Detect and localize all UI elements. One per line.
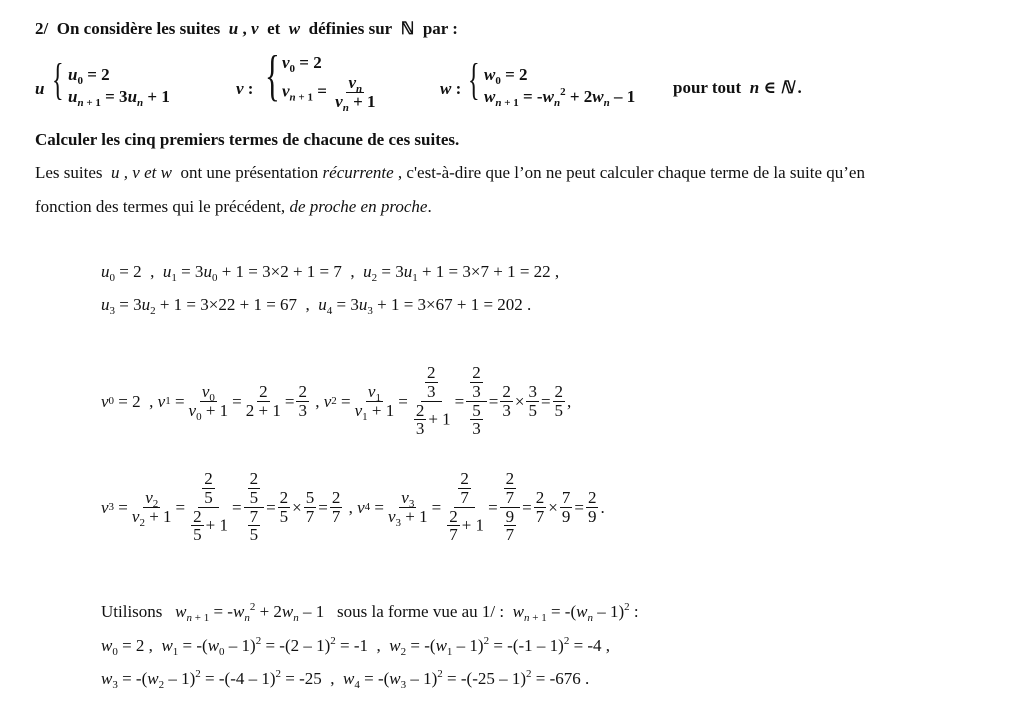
- u-def-recurrence: $u_{n + 1} = 3u_n + 1$: [68, 87, 170, 109]
- paragraph-line-1: Les suites u , v et w ont une présentation récurrente , c'est-à-dire que l’on ne peut calculer chaque terme de la suite qu’en: [35, 163, 865, 182]
- w-calc-line-2: $w_3 = -(w_2 - 1)^2 = -(-4 - 1)^2 = -25$ , $w_4 = -(w_3 - 1)^2 = -(-25 - 1)^2 = -676$ .: [101, 668, 590, 691]
- w-def-initial: $w_0 = 2$: [484, 65, 528, 87]
- w-calc-line-1: $w_0 = 2$ , $w_1 = -(w_0 - 1)^2 = -(2 - 1)^2 = -1$ , $w_2 = -(w_1 - 1)^2 = -(-1 - 1)^2 = -4$ ,: [101, 635, 611, 658]
- paragraph-line-2: fonction des termes qui le précédent, de proche en proche.: [35, 197, 432, 216]
- u-def-label: u: [35, 79, 45, 98]
- proche-term: de proche en proche: [289, 197, 428, 216]
- exercise-heading: 2/ On considère les suites u , v et w définies sur ℕ par :: [35, 19, 458, 38]
- recurrente-term: récurrente: [322, 163, 394, 182]
- u-def-brace: {: [52, 55, 64, 104]
- v-def-brace: {: [265, 45, 280, 107]
- w-def-recurrence: $w_{n + 1} = -w_n^2 + 2w_n - 1$: [484, 86, 636, 109]
- v-def-label: v :: [236, 79, 254, 98]
- u-calc-line-2: $u_3 = 3u_2 + 1 = 3\times 22 + 1 = 67$ , $u_4 = 3u_3 + 1 = 3\times 67 + 1 = 202$ .: [101, 295, 532, 317]
- question: Calculer les cinq premiers termes de chacune de ces suites.: [35, 130, 460, 149]
- u-calc-line-1: $u_0 = 2$ , $u_1 = 3u_0 + 1 = 3\times 2 + 1 = 7$ , $u_2 = 3u_1 + 1 = 3\times 7 + 1 = 22$ ,: [101, 262, 560, 284]
- w-def-brace: {: [468, 55, 480, 104]
- exercise-number: 2/: [35, 19, 49, 38]
- forall-clause: pour tout n ∈ ℕ .: [673, 78, 803, 97]
- v-def-recurrence: $v_{n + 1}$ = $\frac{v_n}{v_n + 1}$: [282, 73, 376, 114]
- u-def-initial: $u_0 = 2$: [68, 65, 110, 87]
- v-calc-line-2: v 3 = $\frac{v_2}{v_2 + 1}$ = $\frac{2}{5}$ $\frac{2}{5}$ + 1 = $\frac{\frac{2}{5}}{\frac{7}{5}}$ = $\frac{2}{5}$ × $\frac{5}{7}$ = $\frac{2}{7}$ , v 4 = $\frac{v_3}{v_3 + 1}$ = $\frac{2}{7}$ $\frac{2}{7}$ + 1 = $\frac{\frac{2}{7}}{\frac{9}{7}}$ = $\frac{2}{7}$ × $\frac{7}{9}$ = $\frac{2}{9}$ .: [101, 468, 605, 545]
- w-calc-intro: Utilisons $w_{n + 1} = -w_n^2 + 2w_n - 1$ sous la forme vue au 1/ : $w_{n + 1} = -(w_n - 1)^2$ :: [101, 601, 639, 624]
- v-def-initial: $v_0 = 2$: [282, 53, 322, 75]
- heading-intro: On considère les suites: [56, 19, 221, 38]
- naturals-symbol: ℕ: [400, 19, 415, 38]
- v-calc-line-1: v 0 = 2 , v 1 = $\frac{v_0}{v_0 + 1}$ = $\frac{2}{2 + 1}$ = $\frac{2}{3}$ , v 2 = $\frac{v_1}{v_1 + 1}$ = $\frac{2}{3}$ $\frac{2}{3}$ + 1 = $\frac{\frac{2}{3}}{\frac{5}{3}}$ = $\frac{2}{3}$ × $\frac{3}{5}$ = $\frac{2}{5}$ ,: [101, 362, 572, 439]
- w-def-label: w :: [440, 79, 462, 98]
